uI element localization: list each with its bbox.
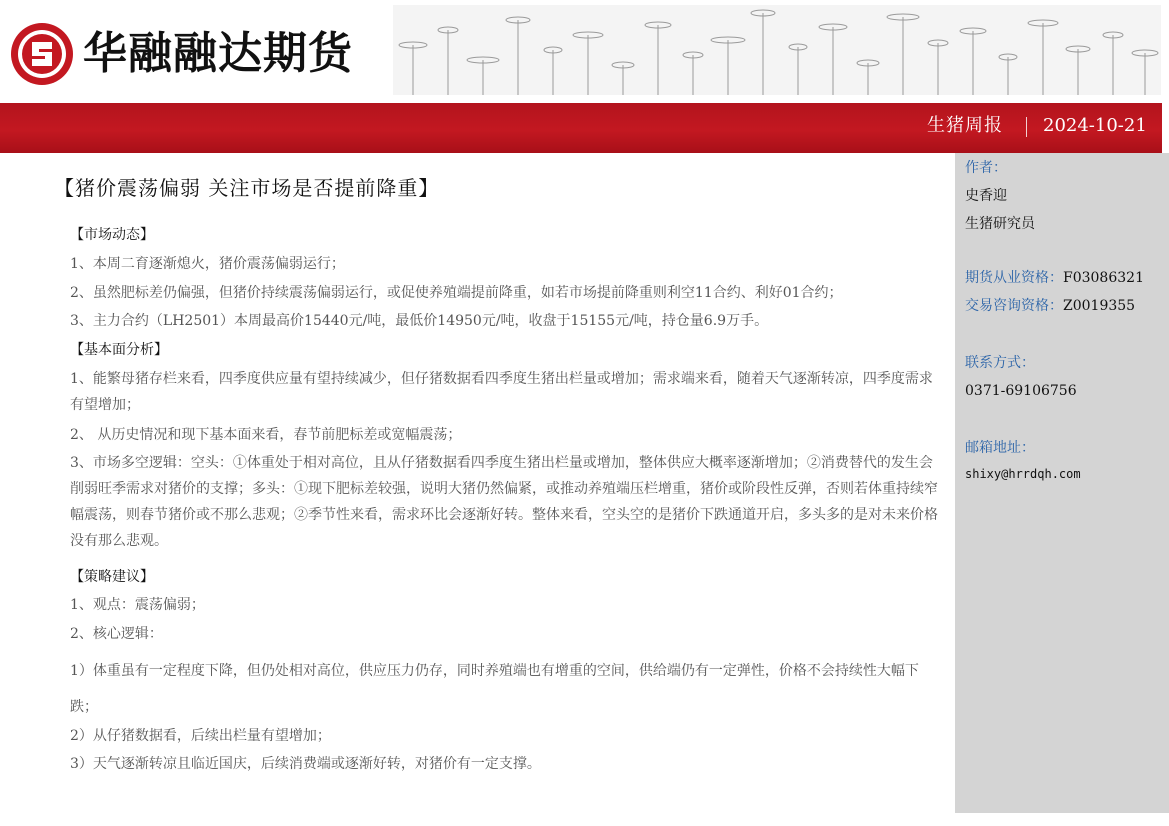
- company-logo-icon: [10, 22, 74, 86]
- qual-consult-value: Z0019355: [1063, 298, 1136, 314]
- contact-label: 联系方式：: [965, 355, 1035, 371]
- list-item: 2、 从历史情况和现下基本面来看，春节前肥标差或宽幅震荡；: [70, 427, 462, 443]
- email-address: shixy@hrrdqh.com: [965, 467, 1081, 481]
- list-item: 1、观点：震荡偏弱；: [70, 597, 205, 613]
- qualification-consult: [965, 295, 1135, 317]
- list-item: 2、核心逻辑：: [70, 626, 163, 642]
- author-role: 生猪研究员: [965, 216, 1035, 232]
- author-label: 作者：: [965, 160, 1007, 176]
- qual-consult-label: 交易咨询资格：: [965, 298, 1063, 314]
- email-label: 邮箱地址：: [965, 440, 1035, 456]
- banner-divider: [1026, 117, 1027, 137]
- author-name: 史香迎: [965, 188, 1007, 204]
- list-item: 2、虽然肥标差仍偏强，但猪价持续震荡偏弱运行，或促使养殖端提前降重，如若市场提前降重则利空11合约、利好01合约；: [70, 285, 843, 301]
- section-heading: 【策略建议】: [70, 569, 154, 585]
- section-heading: 【市场动态】: [70, 227, 154, 243]
- list-item: 1）体重虽有一定程度下降，但仍处相对高位，供应压力仍存，同时养殖端也有增重的空间，供给端仍有一定弹性，价格不会持续性大幅下跌；: [70, 663, 919, 715]
- article-title: 【猪价震荡偏弱 关注市场是否提前降重】: [54, 176, 440, 200]
- list-item: 3）天气逐渐转凉且临近国庆，后续消费端或逐渐好转，对猪价有一定支撑。: [70, 756, 541, 772]
- report-type: 生猪周报: [927, 115, 1003, 136]
- list-item: 2）从仔猪数据看，后续出栏量有望增加；: [70, 728, 331, 744]
- qual-futures-label: 期货从业资格：: [965, 270, 1063, 286]
- brand-name: 华融融达期货: [83, 28, 353, 79]
- banner-decoration: [393, 5, 1161, 95]
- section-heading: 【基本面分析】: [70, 342, 168, 358]
- report-date: 2024-10-21: [1043, 115, 1147, 136]
- qualification-futures: [965, 267, 1144, 289]
- list-item: 1、本周二育逐渐熄火，猪价震荡偏弱运行；: [70, 256, 345, 272]
- list-item: 1、能繁母猪存栏来看，四季度供应量有望持续减少，但仔猪数据看四季度生猪出栏量或增加；需求端来看，随着天气逐渐转凉，四季度需求有望增加；: [70, 371, 933, 413]
- qual-futures-value: F03086321: [1063, 270, 1144, 286]
- contact-phone: 0371-69106756: [965, 383, 1077, 399]
- list-item: 3、市场多空逻辑：空头：①体重处于相对高位，且从仔猪数据看四季度生猪出栏量或增加，整体供应大概率逐渐增加；②消费替代的发生会削弱旺季需求对猪价的支撑；多头：①现下肥标差较强，说明大猪仍然偏紧，或推动养殖端压栏增重，猪价或阶段性反弹，否则若体重持续窄幅震荡，则春节猪价或不那么悲观；②季节性来看，需求环比会逐渐好转。整体来看，空头空的是猪价下跌通道开启，多头多的是对未来价格没有那么悲观。: [70, 455, 938, 549]
- list-item: 3、主力合约（LH2501）本周最高价15440元/吨，最低价14950元/吨，收盘于15155元/吨，持仓量6.9万手。: [70, 313, 769, 329]
- page-header: [0, 0, 1169, 103]
